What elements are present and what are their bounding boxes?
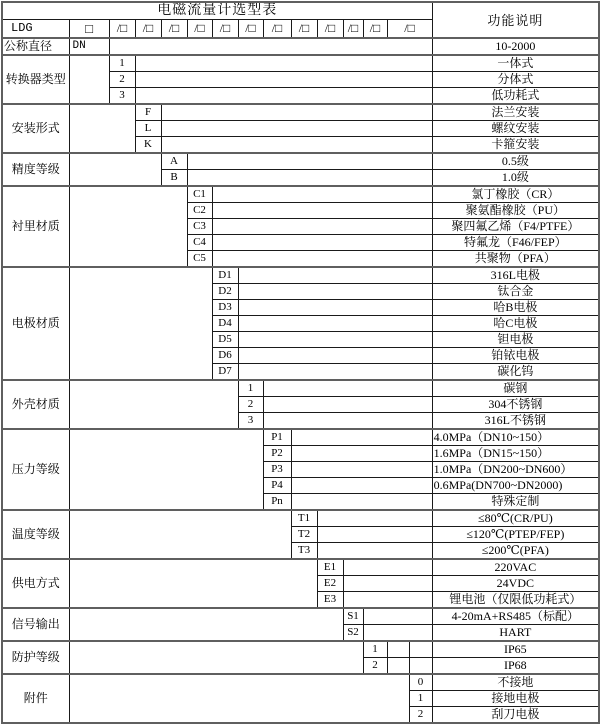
spacer-cell xyxy=(263,413,432,430)
spacer-cell xyxy=(69,641,363,674)
description-cell: 一体式 xyxy=(432,55,599,72)
category-label: 转换器类型 xyxy=(2,55,69,104)
code-cell: 3 xyxy=(238,413,263,430)
code-cell: S2 xyxy=(343,625,363,642)
spacer-cell xyxy=(291,462,432,478)
model-code-slot: /□ xyxy=(187,19,212,38)
category-label: 供电方式 xyxy=(2,559,69,608)
table-title: 电磁流量计选型表 xyxy=(2,2,432,19)
table-row xyxy=(2,608,599,625)
code-cell: D2 xyxy=(212,284,238,300)
category-label: 公称直径 xyxy=(2,38,69,55)
description-cell: 不接地 xyxy=(432,674,599,691)
code-cell: P3 xyxy=(263,462,291,478)
spacer-cell xyxy=(291,446,432,462)
code-cell: L xyxy=(135,121,161,137)
spacer-cell xyxy=(317,543,432,560)
category-label: 防护等级 xyxy=(2,641,69,674)
spacer-cell xyxy=(238,300,432,316)
description-cell: 铂铱电极 xyxy=(432,348,599,364)
description-cell: 聚氨酯橡胶（PU） xyxy=(432,203,599,219)
table-row xyxy=(2,559,599,576)
description-cell: 24VDC xyxy=(432,576,599,592)
code-cell: T3 xyxy=(291,543,317,560)
code-cell: K xyxy=(135,137,161,154)
table-row xyxy=(2,2,599,19)
spacer-cell xyxy=(363,608,432,625)
category-label: 信号输出 xyxy=(2,608,69,641)
description-cell: 锂电池（仅限低功耗式） xyxy=(432,592,599,609)
code-cell: D3 xyxy=(212,300,238,316)
model-code-slot: /□ xyxy=(238,19,263,38)
spacer-cell xyxy=(69,559,317,608)
table-row xyxy=(2,641,599,658)
code-cell: E2 xyxy=(317,576,343,592)
spacer-cell xyxy=(69,267,212,380)
description-cell: 接地电极 xyxy=(432,691,599,707)
description-cell: 卡箍安装 xyxy=(432,137,599,154)
description-cell: IP65 xyxy=(432,641,599,658)
code-cell: A xyxy=(161,153,187,170)
description-cell: 4.0MPa（DN10~150） xyxy=(432,429,599,446)
code-cell: 2 xyxy=(363,658,387,675)
description-cell: 碳钢 xyxy=(432,380,599,397)
code-cell: D6 xyxy=(212,348,238,364)
code-cell: 0 xyxy=(409,674,432,691)
description-cell: IP68 xyxy=(432,658,599,675)
spacer-cell xyxy=(238,364,432,381)
spacer-cell xyxy=(343,592,432,609)
code-cell: 3 xyxy=(109,88,135,105)
description-cell: 1.6MPa（DN15~150） xyxy=(432,446,599,462)
description-cell: 特氟龙（F46/FEP） xyxy=(432,235,599,251)
spacer-cell xyxy=(161,137,432,154)
description-cell: 哈B电极 xyxy=(432,300,599,316)
selection-table xyxy=(1,1,600,724)
spacer-cell xyxy=(291,429,432,446)
spacer-cell xyxy=(363,625,432,642)
code-cell: 2 xyxy=(109,72,135,88)
spacer-cell xyxy=(69,429,263,510)
description-cell: 220VAC xyxy=(432,559,599,576)
category-label: 精度等级 xyxy=(2,153,69,186)
description-cell: 316L电极 xyxy=(432,267,599,284)
category-label: 温度等级 xyxy=(2,510,69,559)
function-description-header: 功能说明 xyxy=(432,2,599,38)
model-code-slot: /□ xyxy=(212,19,238,38)
code-cell: Pn xyxy=(263,494,291,511)
model-code-slot: /□ xyxy=(291,19,317,38)
description-cell: 螺纹安装 xyxy=(432,121,599,137)
spacer-cell xyxy=(69,104,135,153)
model-code-slot: /□ xyxy=(387,19,432,38)
spacer-cell xyxy=(69,186,187,267)
description-cell: 1.0MPa（DN200~DN600） xyxy=(432,462,599,478)
code-cell: C1 xyxy=(187,186,212,203)
model-code-slot: /□ xyxy=(263,19,291,38)
code-cell: E1 xyxy=(317,559,343,576)
description-cell: 哈C电极 xyxy=(432,316,599,332)
spacer-cell xyxy=(161,104,432,121)
code-cell: T1 xyxy=(291,510,317,527)
description-cell: ≤200℃(PFA) xyxy=(432,543,599,560)
category-label: 外壳材质 xyxy=(2,380,69,429)
description-cell: ≤120℃(PTEP/FEP) xyxy=(432,527,599,543)
spacer-cell xyxy=(409,641,432,658)
spacer-cell xyxy=(291,494,432,511)
spacer-cell xyxy=(161,121,432,137)
code-cell: 1 xyxy=(238,380,263,397)
model-code-slot: /□ xyxy=(317,19,343,38)
spacer-cell xyxy=(212,186,432,203)
table-row xyxy=(2,153,599,170)
spacer-cell xyxy=(263,380,432,397)
code-cell: 2 xyxy=(409,707,432,724)
spacer-cell xyxy=(212,219,432,235)
spacer-cell xyxy=(343,559,432,576)
code-cell: 1 xyxy=(363,641,387,658)
code-cell: D1 xyxy=(212,267,238,284)
table-row xyxy=(2,186,599,203)
code-cell: C3 xyxy=(187,219,212,235)
code-cell: P4 xyxy=(263,478,291,494)
code-cell: 2 xyxy=(238,397,263,413)
table-row xyxy=(2,429,599,446)
spacer-cell xyxy=(212,235,432,251)
table-row xyxy=(2,674,599,691)
spacer-cell xyxy=(187,170,432,187)
code-cell: P1 xyxy=(263,429,291,446)
spacer-cell xyxy=(387,641,409,658)
description-cell: 4-20mA+RS485（标配） xyxy=(432,608,599,625)
spacer-cell xyxy=(109,38,432,55)
spacer-cell xyxy=(69,608,343,641)
code-cell: 1 xyxy=(109,55,135,72)
model-code-box: □ xyxy=(69,19,109,38)
spacer-cell xyxy=(135,72,432,88)
spacer-cell xyxy=(212,251,432,268)
code-cell: 1 xyxy=(409,691,432,707)
table-row xyxy=(2,267,599,284)
code-cell: D7 xyxy=(212,364,238,381)
description-cell: 低功耗式 xyxy=(432,88,599,105)
spacer-cell xyxy=(238,284,432,300)
spacer-cell xyxy=(69,510,291,559)
spacer-cell xyxy=(263,397,432,413)
description-cell: 10-2000 xyxy=(432,38,599,55)
spacer-cell xyxy=(317,510,432,527)
spacer-cell xyxy=(135,88,432,105)
model-code-slot: /□ xyxy=(109,19,135,38)
description-cell: 316L不锈钢 xyxy=(432,413,599,430)
spacer-cell xyxy=(317,527,432,543)
spacer-cell xyxy=(187,153,432,170)
category-label: 衬里材质 xyxy=(2,186,69,267)
description-cell: 共聚物（PFA） xyxy=(432,251,599,268)
code-cell: D5 xyxy=(212,332,238,348)
table-row xyxy=(2,55,599,72)
table-row xyxy=(2,104,599,121)
description-cell: HART xyxy=(432,625,599,642)
code-cell: S1 xyxy=(343,608,363,625)
description-cell: ≤80℃(CR/PU) xyxy=(432,510,599,527)
table-row xyxy=(2,380,599,397)
spacer-cell xyxy=(291,478,432,494)
description-cell: 分体式 xyxy=(432,72,599,88)
model-prefix: LDG xyxy=(2,19,69,38)
model-code-slot: /□ xyxy=(343,19,363,38)
spacer-cell xyxy=(238,316,432,332)
code-cell: P2 xyxy=(263,446,291,462)
code-cell: B xyxy=(161,170,187,187)
spacer-cell xyxy=(343,576,432,592)
table-row xyxy=(2,510,599,527)
model-code-slot: /□ xyxy=(161,19,187,38)
description-cell: 0.5级 xyxy=(432,153,599,170)
description-cell: 刮刀电极 xyxy=(432,707,599,724)
dn-code-cell: DN xyxy=(69,38,109,55)
description-cell: 钽电极 xyxy=(432,332,599,348)
code-cell: F xyxy=(135,104,161,121)
category-label: 电极材质 xyxy=(2,267,69,380)
description-cell: 304不锈钢 xyxy=(432,397,599,413)
spacer-cell xyxy=(135,55,432,72)
spacer-cell xyxy=(69,153,161,186)
description-cell: 法兰安装 xyxy=(432,104,599,121)
model-code-slot: /□ xyxy=(363,19,387,38)
code-cell: C2 xyxy=(187,203,212,219)
model-code-slot: /□ xyxy=(135,19,161,38)
spacer-cell xyxy=(69,380,238,429)
spacer-cell xyxy=(409,658,432,675)
code-cell: E3 xyxy=(317,592,343,609)
category-label: 压力等级 xyxy=(2,429,69,510)
code-cell: C5 xyxy=(187,251,212,268)
spacer-cell xyxy=(212,203,432,219)
spacer-cell xyxy=(69,55,109,104)
table-row xyxy=(2,38,599,55)
description-cell: 碳化钨 xyxy=(432,364,599,381)
category-label: 附件 xyxy=(2,674,69,723)
spacer-cell xyxy=(238,348,432,364)
description-cell: 氯丁橡胶（CR） xyxy=(432,186,599,203)
category-label: 安装形式 xyxy=(2,104,69,153)
code-cell: C4 xyxy=(187,235,212,251)
description-cell: 聚四氟乙烯（F4/PTFE） xyxy=(432,219,599,235)
description-cell: 1.0级 xyxy=(432,170,599,187)
description-cell: 特殊定制 xyxy=(432,494,599,511)
spacer-cell xyxy=(238,267,432,284)
code-cell: D4 xyxy=(212,316,238,332)
spacer-cell xyxy=(387,658,409,675)
description-cell: 0.6MPa(DN700~DN2000) xyxy=(432,478,599,494)
code-cell: T2 xyxy=(291,527,317,543)
description-cell: 钛合金 xyxy=(432,284,599,300)
spacer-cell xyxy=(238,332,432,348)
